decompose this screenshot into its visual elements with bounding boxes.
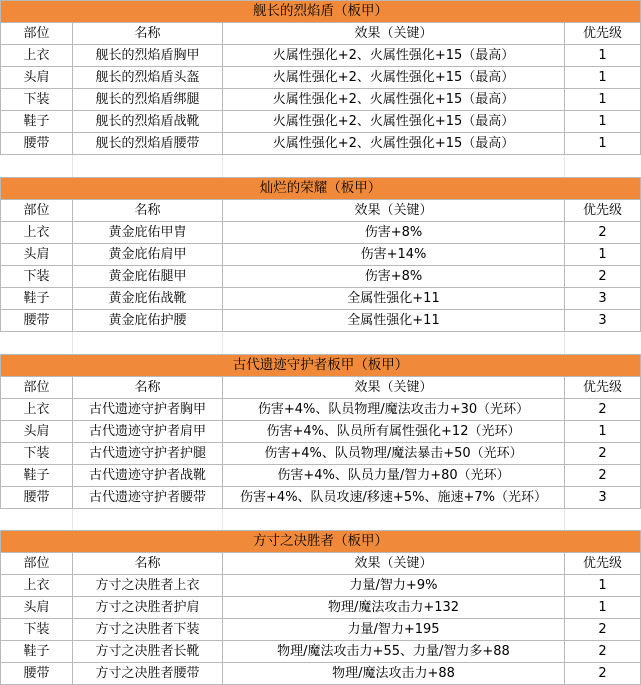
cell-name: 黄金庇佑肩甲 — [73, 244, 223, 266]
set-table — [0, 177, 641, 332]
table-row — [1, 421, 641, 443]
cell-name: 黄金庇佑战靴 — [73, 288, 223, 310]
table-row — [1, 266, 641, 288]
header-effect: 效果（关键） — [223, 377, 565, 399]
cell-effect: 全属性强化+11 — [223, 288, 565, 310]
cell-part: 下装 — [1, 266, 73, 288]
header-part: 部位 — [1, 23, 73, 45]
cell-part: 鞋子 — [1, 111, 73, 133]
cell-effect: 力量/智力+9% — [223, 575, 565, 597]
set-title: 方寸之决胜者（板甲） — [1, 531, 641, 553]
header-part: 部位 — [1, 377, 73, 399]
set-table — [0, 0, 641, 155]
cell-priority: 3 — [565, 310, 641, 332]
cell-name: 古代遗迹守护者腰带 — [73, 487, 223, 509]
cell-priority: 2 — [565, 465, 641, 487]
header-priority: 优先级 — [565, 200, 641, 222]
set-title: 古代遗迹守护者板甲（板甲） — [1, 355, 641, 377]
cell-part: 鞋子 — [1, 288, 73, 310]
cell-part: 腰带 — [1, 663, 73, 685]
cell-name: 古代遗迹守护者胸甲 — [73, 399, 223, 421]
table-row — [1, 67, 641, 89]
table-row — [1, 399, 641, 421]
cell-name: 古代遗迹守护者护腿 — [73, 443, 223, 465]
cell-name: 方寸之决胜者上衣 — [73, 575, 223, 597]
header-priority: 优先级 — [565, 23, 641, 45]
cell-part: 腰带 — [1, 310, 73, 332]
table-row — [1, 575, 641, 597]
cell-effect: 伤害+4%、队员力量/智力+80（光环） — [223, 465, 565, 487]
table-row — [1, 641, 641, 663]
cell-priority: 2 — [565, 222, 641, 244]
cell-priority: 1 — [565, 45, 641, 67]
cell-priority: 2 — [565, 619, 641, 641]
set-title: 舰长的烈焰盾（板甲） — [1, 1, 641, 23]
cell-part: 鞋子 — [1, 465, 73, 487]
table-row — [1, 443, 641, 465]
section-gap — [0, 509, 640, 530]
set-title: 灿烂的荣耀（板甲） — [1, 178, 641, 200]
table-row — [1, 487, 641, 509]
header-name: 名称 — [73, 200, 223, 222]
set-table — [0, 354, 641, 509]
table-row — [1, 465, 641, 487]
cell-part: 上衣 — [1, 399, 73, 421]
cell-priority: 1 — [565, 89, 641, 111]
table-row — [1, 222, 641, 244]
cell-name: 黄金庇佑腿甲 — [73, 266, 223, 288]
header-priority: 优先级 — [565, 377, 641, 399]
cell-name: 古代遗迹守护者肩甲 — [73, 421, 223, 443]
cell-effect: 伤害+8% — [223, 222, 565, 244]
table-row — [1, 133, 641, 155]
cell-part: 下装 — [1, 443, 73, 465]
header-part: 部位 — [1, 200, 73, 222]
cell-priority: 3 — [565, 487, 641, 509]
cell-effect: 伤害+4%、队员物理/魔法攻击力+30（光环） — [223, 399, 565, 421]
cell-effect: 全属性强化+11 — [223, 310, 565, 332]
cell-priority: 1 — [565, 67, 641, 89]
cell-name: 古代遗迹守护者战靴 — [73, 465, 223, 487]
table-row — [1, 288, 641, 310]
table-row — [1, 111, 641, 133]
cell-effect: 物理/魔法攻击力+55、力量/智力多+88 — [223, 641, 565, 663]
cell-priority: 2 — [565, 399, 641, 421]
cell-name: 舰长的烈焰盾胸甲 — [73, 45, 223, 67]
cell-part: 上衣 — [1, 222, 73, 244]
cell-effect: 伤害+4%、队员攻速/移速+5%、施速+7%（光环） — [223, 487, 565, 509]
cell-effect: 力量/智力+195 — [223, 619, 565, 641]
header-priority: 优先级 — [565, 553, 641, 575]
cell-part: 头肩 — [1, 597, 73, 619]
cell-part: 头肩 — [1, 244, 73, 266]
cell-part: 下装 — [1, 619, 73, 641]
cell-priority: 1 — [565, 575, 641, 597]
cell-name: 舰长的烈焰盾腰带 — [73, 133, 223, 155]
cell-part: 头肩 — [1, 421, 73, 443]
header-name: 名称 — [73, 377, 223, 399]
cell-part: 头肩 — [1, 67, 73, 89]
table-row — [1, 89, 641, 111]
cell-priority: 3 — [565, 288, 641, 310]
cell-priority: 1 — [565, 421, 641, 443]
cell-effect: 火属性强化+2、火属性强化+15（最高） — [223, 111, 565, 133]
table-row — [1, 597, 641, 619]
header-name: 名称 — [73, 553, 223, 575]
cell-name: 方寸之决胜者腰带 — [73, 663, 223, 685]
cell-part: 下装 — [1, 89, 73, 111]
cell-priority: 2 — [565, 641, 641, 663]
cell-part: 腰带 — [1, 487, 73, 509]
table-row — [1, 45, 641, 67]
cell-effect: 火属性强化+2、火属性强化+15（最高） — [223, 67, 565, 89]
header-name: 名称 — [73, 23, 223, 45]
table-row — [1, 619, 641, 641]
cell-name: 舰长的烈焰盾绑腿 — [73, 89, 223, 111]
cell-name: 方寸之决胜者长靴 — [73, 641, 223, 663]
cell-effect: 伤害+4%、队员所有属性强化+12（光环） — [223, 421, 565, 443]
header-effect: 效果（关键） — [223, 553, 565, 575]
cell-effect: 火属性强化+2、火属性强化+15（最高） — [223, 45, 565, 67]
cell-effect: 火属性强化+2、火属性强化+15（最高） — [223, 133, 565, 155]
cell-priority: 2 — [565, 443, 641, 465]
cell-part: 上衣 — [1, 575, 73, 597]
cell-part: 腰带 — [1, 133, 73, 155]
header-part: 部位 — [1, 553, 73, 575]
cell-name: 舰长的烈焰盾头盔 — [73, 67, 223, 89]
table-row — [1, 663, 641, 685]
cell-priority: 1 — [565, 244, 641, 266]
table-row — [1, 310, 641, 332]
set-table — [0, 530, 641, 685]
cell-priority: 1 — [565, 133, 641, 155]
cell-part: 鞋子 — [1, 641, 73, 663]
cell-name: 黄金庇佑护腰 — [73, 310, 223, 332]
table-row — [1, 244, 641, 266]
cell-name: 方寸之决胜者下装 — [73, 619, 223, 641]
cell-effect: 火属性强化+2、火属性强化+15（最高） — [223, 89, 565, 111]
cell-priority: 1 — [565, 111, 641, 133]
header-effect: 效果（关键） — [223, 23, 565, 45]
section-gap — [0, 332, 640, 354]
cell-priority: 2 — [565, 663, 641, 685]
header-effect: 效果（关键） — [223, 200, 565, 222]
cell-name: 舰长的烈焰盾战靴 — [73, 111, 223, 133]
cell-effect: 物理/魔法攻击力+88 — [223, 663, 565, 685]
cell-priority: 2 — [565, 266, 641, 288]
cell-name: 方寸之决胜者护肩 — [73, 597, 223, 619]
cell-priority: 1 — [565, 597, 641, 619]
cell-effect: 伤害+8% — [223, 266, 565, 288]
cell-name: 黄金庇佑甲胄 — [73, 222, 223, 244]
cell-effect: 伤害+14% — [223, 244, 565, 266]
section-gap — [0, 155, 640, 177]
cell-effect: 物理/魔法攻击力+132 — [223, 597, 565, 619]
cell-part: 上衣 — [1, 45, 73, 67]
cell-effect: 伤害+4%、队员物理/魔法暴击+50（光环） — [223, 443, 565, 465]
